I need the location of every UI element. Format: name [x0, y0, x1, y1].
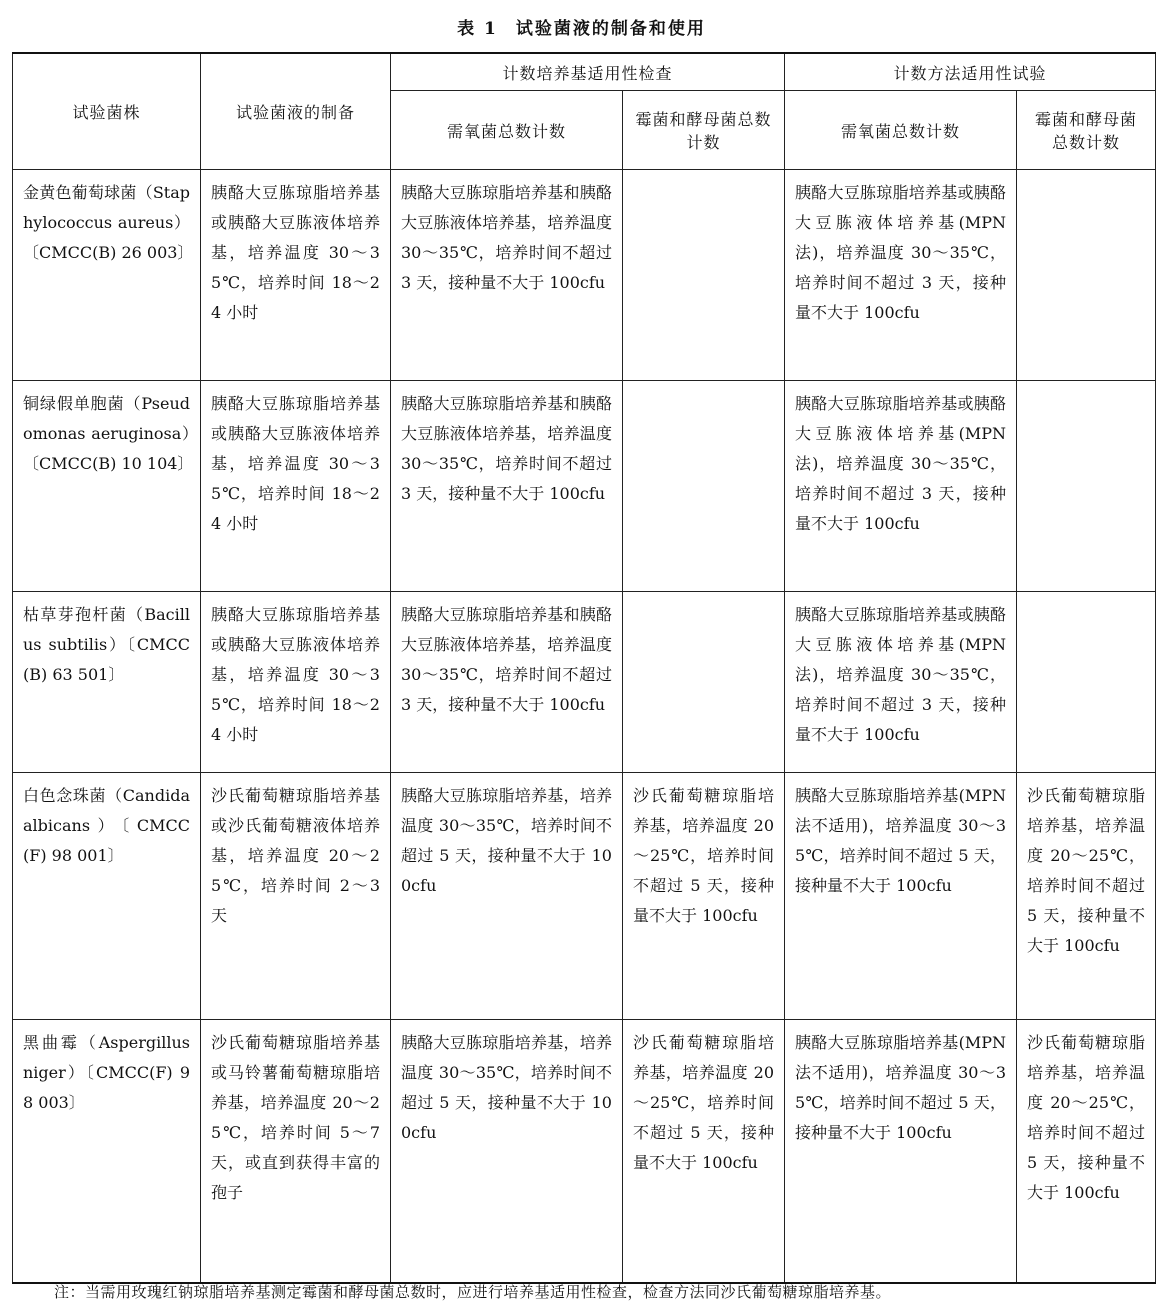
medium-mold-cell — [623, 170, 785, 381]
medium-mold-cell: 沙氏葡萄糖琼脂培养基，培养温度 20～25℃，培养时间不超过 5 天，接种量不大于 100cfu — [623, 773, 785, 1020]
table-row — [13, 1020, 1156, 1284]
table-number: 表 1 — [457, 19, 498, 39]
method-mold-cell — [1017, 170, 1156, 381]
header-method-suitability: 计数方法适用性试验 — [785, 53, 1156, 91]
culture-table — [12, 52, 1156, 1284]
medium-aerobic-cell: 胰酪大豆胨琼脂培养基和胰酪大豆胨液体培养基，培养温度 30～35℃，培养时间不超过 3 天，接种量不大于 100cfu — [391, 381, 623, 592]
method-mold-cell — [1017, 592, 1156, 773]
header-medium-suitability: 计数培养基适用性检查 — [391, 53, 785, 91]
medium-aerobic-cell: 胰酪大豆胨琼脂培养基，培养温度 30～35℃，培养时间不超过 5 天，接种量不大于 100cfu — [391, 1020, 623, 1284]
method-aerobic-cell: 胰酪大豆胨琼脂培养基(MPN 法不适用)，培养温度 30～35℃，培养时间不超过 5 天，接种量不大于 100cfu — [785, 773, 1017, 1020]
header-strain: 试验菌株 — [13, 53, 201, 170]
method-mold-cell — [1017, 381, 1156, 592]
medium-aerobic-cell: 胰酪大豆胨琼脂培养基和胰酪大豆胨液体培养基，培养温度 30～35℃，培养时间不超过 3 天，接种量不大于 100cfu — [391, 170, 623, 381]
method-aerobic-cell: 胰酪大豆胨琼脂培养基或胰酪大豆胨液体培养基(MPN 法)，培养温度 30～35℃，培养时间不超过 3 天，接种量不大于 100cfu — [785, 381, 1017, 592]
table-row — [13, 592, 1156, 773]
table-title — [0, 14, 1163, 39]
medium-mold-cell — [623, 381, 785, 592]
method-aerobic-cell: 胰酪大豆胨琼脂培养基或胰酪大豆胨液体培养基(MPN 法)，培养温度 30～35℃，培养时间不超过 3 天，接种量不大于 100cfu — [785, 170, 1017, 381]
medium-mold-cell: 沙氏葡萄糖琼脂培养基，培养温度 20～25℃，培养时间不超过 5 天，接种量不大于 100cfu — [623, 1020, 785, 1284]
header-medium-aerobic: 需氧菌总数计数 — [391, 91, 623, 170]
table-row — [13, 170, 1156, 381]
strain-cell: 枯草芽孢杆菌（Bacillus subtilis）〔CMCC(B) 63 501〕 — [13, 592, 201, 773]
method-aerobic-cell: 胰酪大豆胨琼脂培养基或胰酪大豆胨液体培养基(MPN 法)，培养温度 30～35℃，培养时间不超过 3 天，接种量不大于 100cfu — [785, 592, 1017, 773]
strain-cell: 黑曲霉（Aspergillus niger）〔CMCC(F) 98 003〕 — [13, 1020, 201, 1284]
medium-aerobic-cell: 胰酪大豆胨琼脂培养基和胰酪大豆胨液体培养基，培养温度 30～35℃，培养时间不超过 3 天，接种量不大于 100cfu — [391, 592, 623, 773]
header-preparation: 试验菌液的制备 — [201, 53, 391, 170]
strain-cell: 铜绿假单胞菌（Pseudomonas aeruginosa）〔CMCC(B) 10 104〕 — [13, 381, 201, 592]
table-note: 注：当需用玫瑰红钠琼脂培养基测定霉菌和酵母菌总数时，应进行培养基适用性检查，检查方法同沙氏葡萄糖琼脂培养基。 — [54, 1283, 892, 1301]
preparation-cell: 胰酪大豆胨琼脂培养基或胰酪大豆胨液体培养基，培养温度 30～35℃，培养时间 18～24 小时 — [201, 381, 391, 592]
medium-mold-cell — [623, 592, 785, 773]
strain-cell: 金黄色葡萄球菌（Staphylococcus aureus）〔CMCC(B) 26 003〕 — [13, 170, 201, 381]
preparation-cell: 胰酪大豆胨琼脂培养基或胰酪大豆胨液体培养基，培养温度 30～35℃，培养时间 18～24 小时 — [201, 592, 391, 773]
header-method-mold-yeast: 霉菌和酵母菌总数计数 — [1017, 91, 1156, 170]
medium-aerobic-cell: 胰酪大豆胨琼脂培养基，培养温度 30～35℃，培养时间不超过 5 天，接种量不大于 100cfu — [391, 773, 623, 1020]
table-row — [13, 773, 1156, 1020]
header-medium-mold-yeast: 霉菌和酵母菌总数计数 — [623, 91, 785, 170]
preparation-cell: 沙氏葡萄糖琼脂培养基或沙氏葡萄糖液体培养基，培养温度 20～25℃，培养时间 2～3 天 — [201, 773, 391, 1020]
table-title-text: 试验菌液的制备和使用 — [515, 19, 706, 39]
header-method-aerobic: 需氧菌总数计数 — [785, 91, 1017, 170]
table-row — [13, 381, 1156, 592]
method-aerobic-cell: 胰酪大豆胨琼脂培养基(MPN 法不适用)，培养温度 30～35℃，培养时间不超过 5 天，接种量不大于 100cfu — [785, 1020, 1017, 1284]
method-mold-cell: 沙氏葡萄糖琼脂培养基，培养温度 20～25℃，培养时间不超过 5 天，接种量不大于 100cfu — [1017, 773, 1156, 1020]
preparation-cell: 胰酪大豆胨琼脂培养基或胰酪大豆胨液体培养基，培养温度 30～35℃，培养时间 18～24 小时 — [201, 170, 391, 381]
method-mold-cell: 沙氏葡萄糖琼脂培养基，培养温度 20～25℃，培养时间不超过 5 天，接种量不大于 100cfu — [1017, 1020, 1156, 1284]
strain-cell: 白色念珠菌（Candida albicans）〔CMCC(F) 98 001〕 — [13, 773, 201, 1020]
preparation-cell: 沙氏葡萄糖琼脂培养基或马铃薯葡萄糖琼脂培养基，培养温度 20～25℃，培养时间 5～7 天，或直到获得丰富的孢子 — [201, 1020, 391, 1284]
